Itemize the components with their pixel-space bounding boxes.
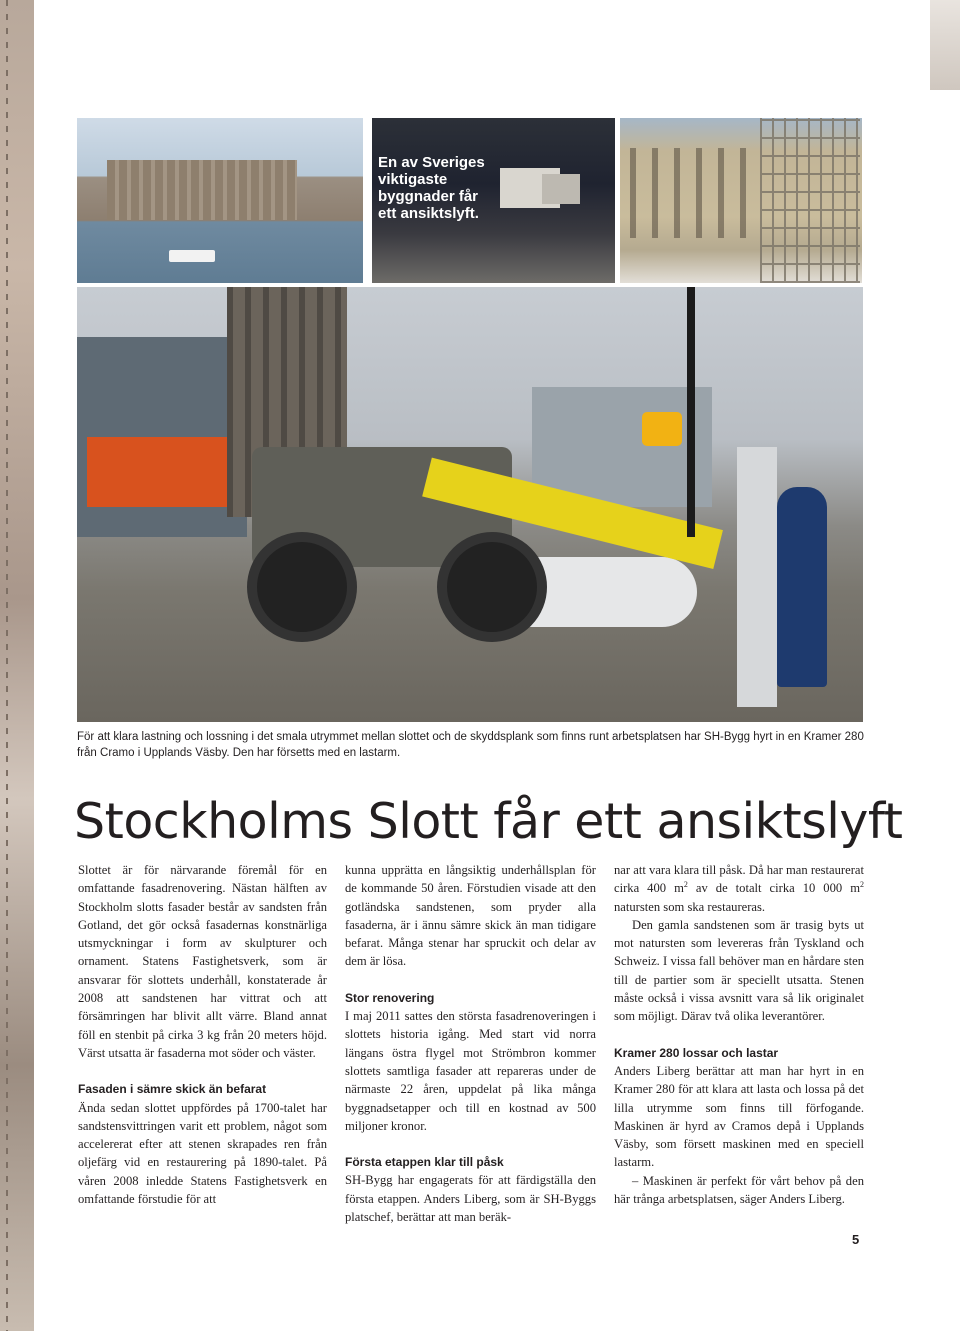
left-edge-photo-strip <box>0 0 34 1331</box>
column-3 <box>614 861 864 1208</box>
paragraph-fasaden: Ända sedan slottet uppfördes på 1700-talet har sandstensvittringen varit ett problem, något som accelererat efter att stenen skrapades ren från oljefärg vid en restaurering på 1890-talet. På våren 2008 inledde Statens Fastighetsverk en omfattande förstudie för att <box>78 1100 327 1207</box>
banner-text: En av Sveriges viktigaste byggnader får ett ansiktslyft. <box>378 154 485 222</box>
photo-scaffolding <box>620 118 862 283</box>
caption-text: För att klara lastning och lossning i det smala utrymmet mellan slottet och de skyddsplank som finns runt arbetsplatsen har SH-Bygg hyrt in en Kramer 280 från Cramo i Upplands Väsby. Den har försetts med en lastarm. <box>77 731 864 759</box>
orange-container <box>87 437 237 507</box>
warning-sign <box>642 412 682 446</box>
column-1 <box>78 861 327 1208</box>
photo-banner <box>372 118 615 283</box>
subheading-stor-renovering: Stor renovering <box>345 990 435 1005</box>
banner-image-2 <box>542 174 580 204</box>
paragraph-quote: – Maskinen är perfekt för vårt behov på den här trånga arbetsplatsen, säger Anders Liberg. <box>614 1173 864 1207</box>
page-number: 5 <box>852 1232 860 1247</box>
photo-main-loader <box>77 287 863 722</box>
subheading-fasaden: Fasaden i sämre skick än befarat <box>78 1082 267 1097</box>
right-edge-photo-strip <box>930 0 960 90</box>
paragraph-sandsten: Den gamla sandstenen som är trasig byts ut mot natursten som levereras från Tyskland och Schweiz. I vissa fall behöver man en hårdare sten till de partier som är speciellt utsatta. Stenen måste också i vissa avsnitt vara så lik originalet som möjligt. Därav två olika leverantörer. <box>614 917 864 1024</box>
palace-building <box>107 160 297 220</box>
paragraph-continuation: kunna upprätta en långsiktig underhållsplan för de kommande 50 åren. Förstudien visade att den gotländska sandstenen, som pryder alla fasaderna, är i ännu sämre skick än man tidigare befarat. Många stenar har spruckit och delar av dem är lösa. <box>345 863 596 969</box>
paragraph-restaurering: nar att vara klara till påsk. Då har man restaurerat cirka 400 $m^2$ av de totalt cirka 10 000 $m^2$ natursten som ska restaureras. <box>614 863 864 914</box>
paragraph-stor-renovering: I maj 2011 sattes den största fasadrenoveringen i slottets historia igång. Med start vid norra längans östra flygel mot Strömbron kommer slottets samtliga fasader att repareras under de närmaste 22 åren, uppdelat på lika många byggnadsetapper och till en kostnad av 500 miljoner kronor. <box>345 1009 596 1133</box>
column-2 <box>345 861 596 1226</box>
facade-windows <box>630 148 750 238</box>
subheading-kramer: Kramer 280 lossar och lastar <box>614 1045 779 1060</box>
loader-wheel-rear <box>437 532 547 642</box>
photo-palace-view <box>77 118 363 283</box>
article-headline: Stockholms Slott får ett ansiktslyft <box>74 793 903 850</box>
boat <box>169 250 215 262</box>
subheading-forsta-etappen: Första etappen klar till påsk <box>345 1155 504 1170</box>
intro-paragraph: Slottet är för närvarande föremål för en omfattande fasadrenovering. Nästan hälften av Stockholm slotts fasader består av sandsten från Gotland, det gör också fasadernas konstnärliga utsmyckningar i form av skulpturer och ornament. Statens Fastighetsverk, som är ansvarar för slottets underhåll, konstaterade år 2008 att sandstenen har vittrat och att försämringen har blivit allt värre. Bland annat föll en stenbit på cirka 3 kg från 20 meters höjd. Värst utsatta är fasaderna mot söder och väster. <box>78 863 327 1060</box>
paragraph-forsta-etappen: SH-Bygg har engagerats för att färdigställa den första etappen. Anders Liberg, som är SH-Byggs platschef, berättar att man beräk- <box>345 1173 596 1225</box>
scaffolding <box>760 118 860 283</box>
paragraph-kramer: Anders Liberg berättar att man har hyrt in en Kramer 280 för att klara att lasta och lossa på det lilla utrymme som finns till förfogande. Maskinen är hyrd av Cramos depå i Upplands Väsby, som försett maskinen med en speciell lastarm. <box>614 1063 864 1170</box>
street-lamp <box>687 287 695 537</box>
photo-caption <box>77 729 867 761</box>
loader-wheel-front <box>247 532 357 642</box>
protective-panel <box>737 447 777 707</box>
worker <box>777 487 827 687</box>
